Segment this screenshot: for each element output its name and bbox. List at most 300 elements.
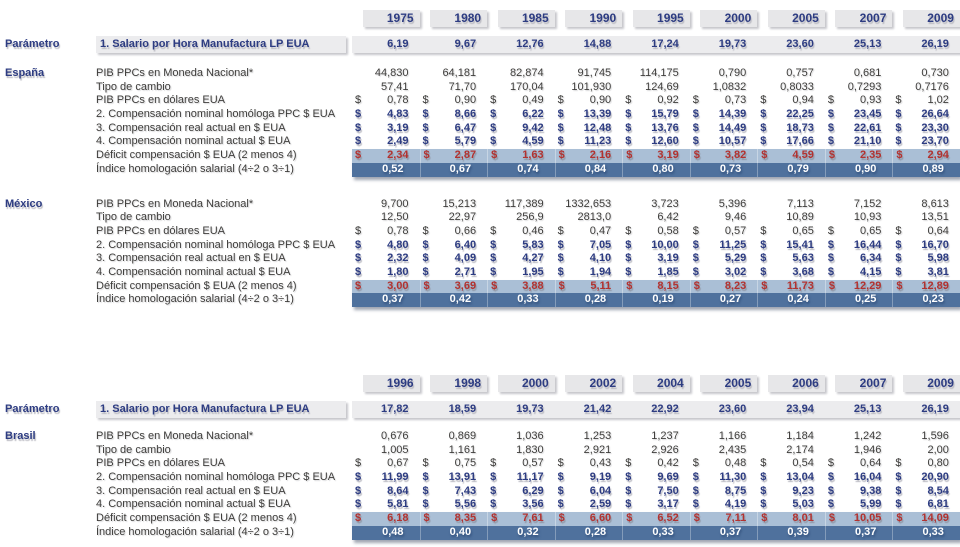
value-cell [352,430,420,444]
year-label: 2002 [565,375,622,392]
value-cell [757,135,825,149]
cell-value: 0,48 [382,525,404,538]
value-cell [352,498,420,512]
value-cell [420,252,488,266]
value-cell [420,444,488,458]
value-cell [487,293,555,307]
row-label: Tipo de cambio [96,80,171,93]
row-label: 4. Compensación nominal actual $ EUA [96,498,291,511]
value-cell [690,149,758,163]
dollar-sign: $ [692,94,699,107]
value-cell [690,81,758,95]
cell-value: 71,70 [448,80,477,93]
cell-value: 0,79 [787,162,809,175]
cell-value: 0,42 [657,457,679,470]
value-cell [622,149,690,163]
cell-value: 0,28 [584,525,607,538]
cell-value: 0,78 [387,224,409,237]
dollar-sign: $ [422,484,429,497]
value-cell [352,444,420,458]
cell-value: 8,35 [454,512,477,525]
cell-value: 3,17 [657,498,679,511]
cell-value: 57,41 [381,80,409,93]
value-cell [825,81,893,95]
cell-value: 5,63 [792,252,814,265]
cell-value: 8,01 [792,512,814,525]
year-header-row [0,10,960,27]
value-cell [420,149,488,163]
value-cell [690,280,758,294]
dollar-sign: $ [760,265,767,278]
cell-value: 22,61 [853,121,882,134]
cell-value: 256,9 [516,211,544,224]
value-cell [892,163,960,177]
cell-value: 0,90 [854,162,877,175]
cell-value: 13,04 [786,471,814,484]
value-cell [757,252,825,266]
dollar-sign: $ [490,121,497,134]
parametro-row [0,36,960,53]
cell-value: 8,66 [454,108,477,121]
parametro-label: Parámetro [5,38,60,50]
dollar-sign: $ [422,108,429,121]
table-row [0,198,960,212]
value-cell [690,471,758,485]
dollar-sign: $ [895,94,902,107]
value-cell [420,225,488,239]
cell-value: 0,47 [589,224,612,237]
value-cell [487,252,555,266]
dollar-sign: $ [355,238,362,251]
cell-value: 0,54 [792,457,814,470]
cell-value: 6,52 [657,512,679,525]
dollar-sign: $ [557,471,564,484]
cell-value: 6,81 [927,498,949,511]
value-cell [420,239,488,253]
value-cell [622,471,690,485]
value-cell [555,122,623,136]
row-values [352,485,960,499]
cell-value: 8,15 [657,279,679,292]
cell-value: 170,04 [509,80,544,93]
value-cell [690,293,758,307]
value-cell [420,108,488,122]
value-cell [555,444,623,458]
value-cell [622,485,690,499]
value-cell [825,163,893,177]
cell-value: 1,0832 [712,80,747,93]
table-row [0,94,960,108]
row-label: 4. Compensación nominal actual $ EUA [96,265,291,278]
cell-value: 101,930 [571,80,612,93]
dollar-sign: $ [625,121,632,134]
cell-value: 0,66 [454,224,477,237]
value-cell [622,526,690,540]
dollar-sign: $ [760,94,767,107]
row-label: Tipo de cambio [96,211,171,224]
salario-label-cell [95,36,352,53]
value-cell [555,430,623,444]
year-label: 2009 [903,10,960,27]
dollar-sign: $ [355,498,362,511]
value-cell [487,471,555,485]
table-section [0,10,960,307]
dollar-sign: $ [692,238,699,251]
value-cell [757,94,825,108]
year-cell [555,375,623,392]
cell-value: 0,676 [381,430,409,442]
salario-value: 22,92 [651,403,679,415]
value-cell [352,149,420,163]
row-label: Índice homologación salarial (4÷2 o 3÷1) [96,293,294,306]
country-label: España [5,67,45,79]
cell-value: 44,830 [374,67,409,79]
dollar-sign: $ [557,252,564,265]
cell-value: 0,90 [454,94,477,107]
value-cell [555,135,623,149]
salario-value-cell [892,401,960,418]
row-label: 3. Compensación real actual en $ EUA [96,252,286,265]
cell-value: 6,40 [454,238,477,251]
value-cell [892,526,960,540]
year-cell [487,375,555,392]
cell-value: 0,75 [454,457,477,470]
cell-value: 6,34 [859,252,882,265]
salario-value-cell [352,401,420,418]
cell-value: 10,05 [853,512,882,525]
value-cell [825,457,893,471]
dollar-sign: $ [490,238,497,251]
salario-value: 19,73 [516,403,544,415]
row-label: 3. Compensación real actual en $ EUA [96,121,286,134]
value-cell [825,280,893,294]
cell-value: 7,61 [522,512,544,525]
value-cell [622,457,690,471]
value-cell [420,81,488,95]
dollar-sign: $ [557,94,564,107]
table-row [0,444,960,458]
dollar-sign: $ [895,471,902,484]
value-cell [825,252,893,266]
dollar-sign: $ [355,512,362,525]
cell-value: 17,66 [786,135,814,148]
dollar-sign: $ [827,121,834,134]
dollar-sign: $ [423,512,430,525]
cell-value: 0,24 [787,293,809,306]
cell-value: 114,175 [639,67,679,79]
row-label: Déficit compensación $ EUA (2 menos 4) [96,149,297,162]
cell-value: 3,56 [522,498,544,511]
salario-value: 23,60 [718,403,747,415]
country-block [0,67,960,177]
dollar-sign: $ [896,149,903,162]
value-cell [825,526,893,540]
value-cell [487,485,555,499]
table-row [0,67,960,81]
value-cell [352,526,420,540]
cell-value: 21,10 [853,135,882,148]
cell-value: 11,23 [584,135,612,148]
cell-value: 4,83 [387,108,409,121]
dollar-sign: $ [693,149,700,162]
value-cell [892,280,960,294]
year-cell [622,10,690,27]
year-label: 1980 [430,10,487,27]
value-cell [690,430,758,444]
row-label: PIB PPCs en dólares EUA [96,224,226,237]
cell-value: 0,58 [657,224,679,237]
value-cell [352,239,420,253]
value-cell [690,225,758,239]
value-cell [487,149,555,163]
dollar-sign: $ [827,135,834,148]
dollar-sign: $ [490,484,497,497]
cell-value: 91,745 [577,67,612,79]
table-row [0,149,960,163]
year-cell [757,375,825,392]
value-cell [892,67,960,81]
value-cell [420,135,488,149]
value-cell [487,122,555,136]
value-cell [487,444,555,458]
cell-value: 8,23 [724,279,747,292]
salario-value-cell [420,401,488,418]
cell-value: 8,54 [927,484,949,497]
table-row [0,252,960,266]
cell-value: 23,45 [853,108,882,121]
dollar-sign: $ [895,224,902,237]
value-cell [622,512,690,526]
cell-value: 23,30 [921,121,949,134]
year-cell [555,10,623,27]
value-cell [622,163,690,177]
year-cell [892,10,960,27]
dollar-sign: $ [422,252,429,265]
cell-value: 6,04 [589,484,612,497]
salario-value-cell [892,36,960,53]
row-values [352,198,960,212]
year-label: 2009 [903,375,960,392]
table-row [0,471,960,485]
value-cell [757,498,825,512]
cell-value: 3,19 [657,149,679,162]
cell-value: 7,43 [454,484,477,497]
row-values [352,252,960,266]
value-cell [352,471,420,485]
value-cell [352,94,420,108]
dollar-sign: $ [827,471,834,484]
cell-value: 22,97 [448,211,477,224]
row-label: PIB PPCs en Moneda Nacional* [96,430,254,442]
value-cell [420,266,488,280]
value-cell [352,122,420,136]
dollar-sign: $ [490,135,497,148]
value-cell [757,512,825,526]
year-cell [622,375,690,392]
value-cell [420,498,488,512]
row-label: Déficit compensación $ EUA (2 menos 4) [96,279,297,292]
value-cell [757,266,825,280]
dollar-sign: $ [760,121,767,134]
salario-value: 17,24 [651,38,679,50]
row-values [352,67,960,81]
salario-value: 23,94 [786,403,814,415]
value-cell [622,498,690,512]
salario-value: 23,60 [786,38,814,50]
cell-value: 1,242 [853,430,882,442]
cell-value: 2,926 [651,443,679,456]
cell-value: 3,00 [387,279,409,292]
cell-value: 9,23 [792,484,814,497]
value-cell [690,198,758,212]
value-cell [622,122,690,136]
cell-value: 15,41 [786,238,814,251]
value-cell [622,266,690,280]
table-row [0,135,960,149]
value-cell [352,280,420,294]
value-cell [555,163,623,177]
salario-value-cell [690,401,758,418]
cell-value: 0,869 [448,430,477,442]
row-label: PIB PPCs en dólares EUA [96,457,226,470]
dollar-sign: $ [557,265,564,278]
dollar-sign: $ [558,512,565,525]
cell-value: 1,63 [522,149,544,162]
value-cell [892,266,960,280]
value-cell [622,135,690,149]
dollar-sign: $ [828,279,835,292]
cell-value: 0,27 [719,293,742,306]
value-cell [420,122,488,136]
dollar-sign: $ [692,121,699,134]
salario-value: 6,19 [387,38,409,50]
value-cell [555,485,623,499]
dollar-sign: $ [895,238,902,251]
value-cell [555,225,623,239]
cell-value: 8,75 [724,484,747,497]
value-cell [757,444,825,458]
value-cell [622,430,690,444]
cell-value: 0,7293 [847,80,882,93]
dollar-sign: $ [895,121,902,134]
country-block [0,430,960,540]
row-values [352,108,960,122]
cell-value: 1,237 [651,430,679,442]
cell-value: 124,69 [645,80,679,93]
dollar-sign: $ [761,512,768,525]
cell-value: 0,23 [922,293,944,306]
year-label: 1998 [430,375,487,392]
salario-value-cell [420,36,488,53]
value-cell [825,239,893,253]
value-cell [892,211,960,225]
year-cell [892,375,960,392]
cell-value: 0,43 [589,457,612,470]
cell-value: 11,73 [786,279,814,292]
cell-value: 6,29 [522,484,544,497]
cell-value: 0,52 [382,162,404,175]
cell-value: 10,00 [651,238,679,251]
cell-value: 1,85 [657,265,679,278]
dollar-sign: $ [827,457,834,470]
dollar-sign: $ [423,279,430,292]
value-cell [420,457,488,471]
value-cell [757,471,825,485]
value-cell [825,108,893,122]
cell-value: 0,93 [859,94,882,107]
table-row [0,225,960,239]
dollar-sign: $ [625,238,632,251]
value-cell [892,498,960,512]
value-cell [757,67,825,81]
cell-value: 3,19 [657,252,679,265]
value-cell [892,457,960,471]
dollar-sign: $ [557,108,564,121]
cell-value: 6,60 [589,512,612,525]
year-cell [825,375,893,392]
dollar-sign: $ [760,484,767,497]
dollar-sign: $ [895,498,902,511]
salario-value-cell [757,36,825,53]
value-cell [487,430,555,444]
value-cell [352,457,420,471]
dollar-sign: $ [422,121,429,134]
dollar-sign: $ [760,238,767,251]
year-label: 2004 [633,375,690,392]
value-cell [352,211,420,225]
cell-value: 0,67 [449,162,472,175]
salario-value: 25,13 [853,403,882,415]
table-sections [0,10,960,540]
row-values [352,94,960,108]
row-values [352,526,960,540]
year-label: 2000 [498,375,555,392]
dollar-sign: $ [355,279,362,292]
cell-value: 5,83 [522,238,544,251]
salario-value: 21,42 [583,403,612,415]
cell-value: 11,30 [719,471,747,484]
table-row [0,457,960,471]
value-cell [757,225,825,239]
table-row [0,526,960,540]
value-cell [487,457,555,471]
cell-value: 12,48 [583,121,612,134]
cell-value: 14,09 [921,512,949,525]
cell-value: 16,44 [853,238,882,251]
cell-value: 0,57 [522,457,544,470]
salario-value: 14,88 [583,38,612,50]
cell-value: 9,19 [589,471,612,484]
cell-value: 0,78 [387,94,409,107]
cell-value: 20,90 [921,471,949,484]
row-label: PIB PPCs en Moneda Nacional* [96,197,254,210]
cell-value: 5,396 [718,197,747,210]
table-row [0,81,960,95]
dollar-sign: $ [491,512,498,525]
dollar-sign: $ [761,279,768,292]
value-cell [555,149,623,163]
dollar-sign: $ [422,498,429,511]
table-row [0,266,960,280]
cell-value: 0,33 [652,525,674,538]
value-cell [352,225,420,239]
country-label: México [5,197,43,210]
dollar-sign: $ [490,224,497,237]
year-cell [420,375,488,392]
value-cell [420,526,488,540]
value-cell [555,239,623,253]
table-row [0,485,960,499]
